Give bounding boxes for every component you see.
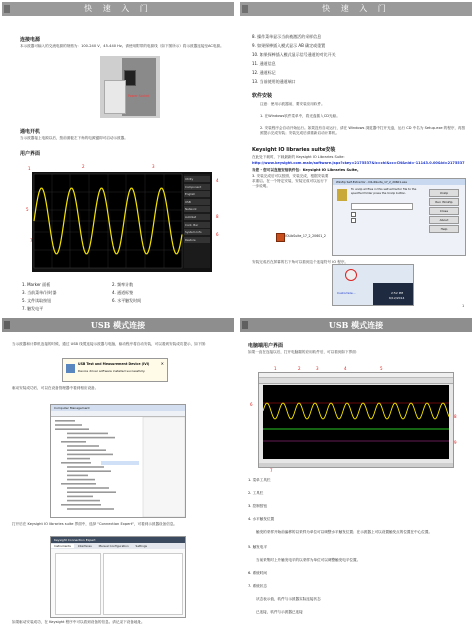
tab-instruments[interactable]: Instruments xyxy=(51,544,74,548)
header-marker xyxy=(4,321,10,329)
legend-item: 触发的采样开始前偏移的以采样为单位可以调整水平触发位置；在示波器上可以设置触发点的位置在中心位置。 xyxy=(256,530,433,534)
header-title: 快 速 入 门 xyxy=(84,4,152,13)
pc-waveform-display xyxy=(263,385,449,459)
unzip-folder-input[interactable] xyxy=(351,203,413,210)
balloon-title: USB Test and Measurement Device (IVI) xyxy=(78,362,150,366)
scope-menu-item[interactable]: Cont. Bar xyxy=(184,222,210,228)
legend-item: 已连接，软件与示波器已连接 xyxy=(256,610,303,614)
winzip-dialog-text: To unzip all files in this self-extractor file to the specified folder press the Unzip button. xyxy=(351,187,417,195)
legend-item-6: 6. 水平触发时间 xyxy=(112,298,142,303)
power-socket-photo xyxy=(100,56,160,118)
close-button[interactable]: Close xyxy=(429,207,459,215)
tree-row xyxy=(67,500,100,502)
scope-menu-item[interactable]: USB xyxy=(184,199,210,205)
tree-row xyxy=(55,424,82,426)
tab-manual-configuration[interactable]: Manual Configuration xyxy=(98,544,129,548)
usb-device-icon xyxy=(66,364,75,373)
pc-toolbar xyxy=(259,378,453,384)
software-step-2: 2. 安装程序会自动开始运行。如果没有自动运行，请在 Windows 浏览器中打开光盘，运行 CD 中名为 Setup.exe 的程序，再按照提示完成安装；安装完成后请重新启动计算机。 xyxy=(260,126,466,135)
usb-text-2: 驱动安装成功后，可以在设备管理器中看到相应设备。 xyxy=(12,386,99,390)
callout-number: 3 xyxy=(316,366,319,371)
power-text: 本示波器可输入的交流电源的规格为：100-240 V，45-440 Hz。请使用附带的电源线（如下图所示）将示波器连接至AC电源。 xyxy=(20,44,224,48)
callout-number: 7 xyxy=(270,468,273,473)
callout-number: 9 xyxy=(454,440,457,445)
tree-row xyxy=(61,441,86,443)
tree-row xyxy=(67,479,95,481)
about-button[interactable]: About xyxy=(429,216,459,224)
actions-pane xyxy=(143,417,185,517)
instrument-list[interactable] xyxy=(55,553,101,615)
socket-label: Power Socket xyxy=(128,94,150,98)
tree-row xyxy=(61,504,101,506)
scope-menu-item[interactable]: English xyxy=(184,191,210,197)
header-title: USB 模式连接 xyxy=(328,320,384,330)
scope-menu-item[interactable]: Restore xyxy=(184,237,210,243)
scope-menu-item[interactable]: Utility xyxy=(184,176,210,182)
legend-item-11: 11. 通道信息 xyxy=(252,61,276,66)
power-cable xyxy=(104,80,126,114)
callout-number: 1 xyxy=(274,366,277,371)
tree-row xyxy=(67,458,90,460)
callout-number: 4 xyxy=(344,366,347,371)
tree-row xyxy=(67,437,115,439)
pc-scope-display xyxy=(263,385,449,459)
winzip-icon xyxy=(337,189,347,201)
header-marker xyxy=(4,5,10,13)
keysight-text-1: 在此处下载时，下载最新的 Keysight IO Libraries Suite： xyxy=(252,155,348,159)
manual-page-1 xyxy=(2,2,234,314)
callout-number: 6 xyxy=(216,232,219,237)
callout-number: 5 xyxy=(380,366,383,371)
legend-item-2: 2. 频率计数 xyxy=(112,282,134,287)
tree-row xyxy=(67,449,106,451)
page-header xyxy=(2,318,234,332)
keysight-text-3: 3. 安装完成后可以按照，安装完成，根据安装要求重启。在一个特定安装，安装完成可以运行下一步说明。 xyxy=(252,174,329,188)
usb-text-4: 如果驱动安装成功，在 Keysight 程序中可以看到设备的信息。请记录下设备地址。 xyxy=(12,620,145,624)
callout-number: 6 xyxy=(250,402,253,407)
tab-interfaces[interactable]: Interfaces xyxy=(77,544,92,548)
legend-item-3: 3. 当前菜单/计时器 xyxy=(22,290,57,295)
pc-ui-section-title: 电脑端用户界面 xyxy=(248,343,284,349)
legend-item-9: 9. 如果探棒插入模式显示 AB 确定或重置 xyxy=(252,43,326,48)
callout-number: 2 xyxy=(82,164,85,169)
tree-row xyxy=(67,496,93,498)
poweron-section-title: 通电开机 xyxy=(20,129,41,135)
legend-item: 状态表示值，软件与示波器实际连接状态 xyxy=(256,597,321,601)
tray-date: 6/12/2014 xyxy=(389,296,405,300)
balloon-close-icon[interactable]: ✕ xyxy=(160,361,164,366)
help-button[interactable]: Help xyxy=(429,225,459,233)
legend-item-12: 12. 通道标记 xyxy=(252,70,276,75)
tree-row xyxy=(67,475,88,477)
installer-file-icon xyxy=(276,233,285,242)
page-header xyxy=(2,2,234,16)
pc-software-window xyxy=(258,372,454,468)
winzip-dialog-title: WinZip Self-Extractor - IOLibSuite_17_2_20601.exe xyxy=(333,179,465,185)
manual-page-3 xyxy=(2,318,234,630)
oscilloscope-screen xyxy=(32,172,212,272)
usb-device-highlight xyxy=(101,461,139,465)
connection-expert-title: Keysight Connection Expert xyxy=(51,537,185,543)
overwrite-checkbox[interactable] xyxy=(351,212,356,217)
legend-item: 当前采集时上升触发电平的以采样为单位可以调整触发电平位置。 xyxy=(256,558,361,562)
software-step-1: 1. 在Windows软件菜单中，将光盘插入CD光驱。 xyxy=(260,114,340,118)
legend-item: 7. 系统状态 xyxy=(248,584,267,588)
header-title: 快 速 入 门 xyxy=(322,4,390,13)
connection-expert-window xyxy=(50,536,186,618)
tree-row xyxy=(67,491,116,493)
tree-row xyxy=(67,466,104,468)
keysight-text-4: 安装完成后在屏幕的右下角可以看到这个连接符号 IO 程序。 xyxy=(252,260,349,264)
installer-file[interactable] xyxy=(276,232,336,242)
power-section-title: 连接电源 xyxy=(20,37,41,43)
scope-menu-item[interactable]: Network xyxy=(184,206,210,212)
scope-menu-item[interactable]: System Info xyxy=(184,229,210,235)
balloon-text: Device driver software installed successfully. xyxy=(78,369,146,373)
tree-row xyxy=(67,508,114,510)
manual-page-2 xyxy=(240,2,472,314)
instrument-details xyxy=(103,553,183,615)
run-checkbox[interactable] xyxy=(351,218,356,223)
callout-number: 2 xyxy=(298,366,301,371)
legend-item-13: 13. 当前使用的通道端口 xyxy=(252,79,296,84)
software-section-title: 软件安装 xyxy=(252,93,273,99)
tree-row xyxy=(55,428,89,430)
socket-panel xyxy=(122,58,156,116)
legend-item-5: 5. 文件读取按钮 xyxy=(22,298,52,303)
connection-expert-tabs xyxy=(51,543,185,549)
manual-page-4 xyxy=(240,318,472,630)
legend-item: 6. 系统时间 xyxy=(248,571,267,575)
usb-text-3: 打开后在 Keysight IO libraries suite 界面中，选择 "Connection Expert"，可看到示波器设备信息。 xyxy=(12,522,178,526)
tray-customize-link[interactable]: Customize... xyxy=(337,291,356,295)
winzip-dialog xyxy=(332,178,466,256)
header-marker xyxy=(242,321,248,329)
driver-installed-balloon xyxy=(62,358,168,382)
callout-number: 8 xyxy=(454,414,457,419)
pc-waveform-trace xyxy=(263,403,449,419)
legend-item-7: 7. 触发电平 xyxy=(22,306,44,311)
device-manager-window xyxy=(50,404,186,518)
legend-item: 2. 工具栏 xyxy=(248,491,264,495)
legend-item-8: 8. 操作菜单显示当前被激活的采样信息 xyxy=(252,34,322,39)
usb-text-1: 当示波器和计算机连接的时候，通过 USB 线缆连接示波器与电脑，驱动程序将自动安装，可以看到安装成功提示，如下图： xyxy=(12,342,209,346)
header-title: USB 模式连接 xyxy=(90,320,146,330)
device-tree xyxy=(51,417,185,517)
legend-item-1: 1. Marker 面板 xyxy=(22,282,51,287)
legend-item: 1. 菜单工具栏 xyxy=(248,478,271,482)
tree-row xyxy=(55,420,75,422)
callout-number: 4 xyxy=(216,178,219,183)
keysight-text-2: 当您 - 您可以直接安装软件包：Keysight IO Libraries Suite。 xyxy=(252,168,361,172)
header-marker xyxy=(242,5,248,13)
system-tray-screenshot xyxy=(332,264,414,306)
software-note: 注意：使用示波器前，要安装应用软件。 xyxy=(260,102,325,106)
legend-item-4: 4. 通道标签 xyxy=(112,290,134,295)
tree-row xyxy=(67,445,99,447)
tree-row xyxy=(67,487,109,489)
io-tray-icon[interactable] xyxy=(345,269,357,281)
legend-item: 3. 控制按钮 xyxy=(248,504,267,508)
legend-item-10: 10. 如果探棒插入模式显示信号通道的对比开关 xyxy=(252,52,336,57)
callout-number: 5 xyxy=(26,207,29,212)
run-winzip-button[interactable]: Run WinZip xyxy=(429,198,459,206)
page-header xyxy=(240,318,472,332)
tree-row xyxy=(67,470,111,472)
scope-menu-item[interactable]: AutoSet xyxy=(184,214,210,220)
scope-side-menu xyxy=(184,176,210,244)
tree-row xyxy=(61,483,96,485)
unzip-button[interactable]: Unzip xyxy=(429,189,459,197)
tray-time: 2:52 PM xyxy=(391,291,404,295)
keysight-download-link[interactable]: http://www.keysight.com.main/software.jspx?ckey=2175537&lc=chi&cc=CN&nid=-11143.0.00&id=2175537 xyxy=(252,161,465,165)
tree-row xyxy=(61,462,91,464)
device-manager-title: Computer Management xyxy=(51,405,185,411)
installer-file-name: IOLibSuite_17_2_20601_2 xyxy=(285,234,326,238)
pc-status-bar xyxy=(259,463,453,467)
scope-menu-item[interactable]: Component xyxy=(184,184,210,190)
legend-item: 4. 水平触发位置 xyxy=(248,517,275,521)
tree-row xyxy=(67,454,113,456)
pc-ui-text: 如果一直在连接以后，打开电脑端的应用软件后，可以看到如下界面： xyxy=(248,350,360,354)
ui-section-title: 用户界面 xyxy=(20,151,41,157)
callout-number: 7 xyxy=(30,238,33,243)
poweron-text: 当示波器接上电源以后，按前面板左下角的电源键即可启动示波器。 xyxy=(20,136,128,140)
legend-item: 5. 触发电平 xyxy=(248,545,267,549)
callout-number: 3 xyxy=(152,164,155,169)
callout-number: 1 xyxy=(28,166,31,171)
page-header xyxy=(240,2,472,16)
keysight-section-title: Keysight IO libraries suite安装 xyxy=(252,147,336,153)
tab-settings[interactable]: Settings xyxy=(135,544,148,548)
callout-number: 8 xyxy=(216,214,219,219)
tree-row xyxy=(67,433,108,435)
page-number: 1 xyxy=(462,304,465,308)
